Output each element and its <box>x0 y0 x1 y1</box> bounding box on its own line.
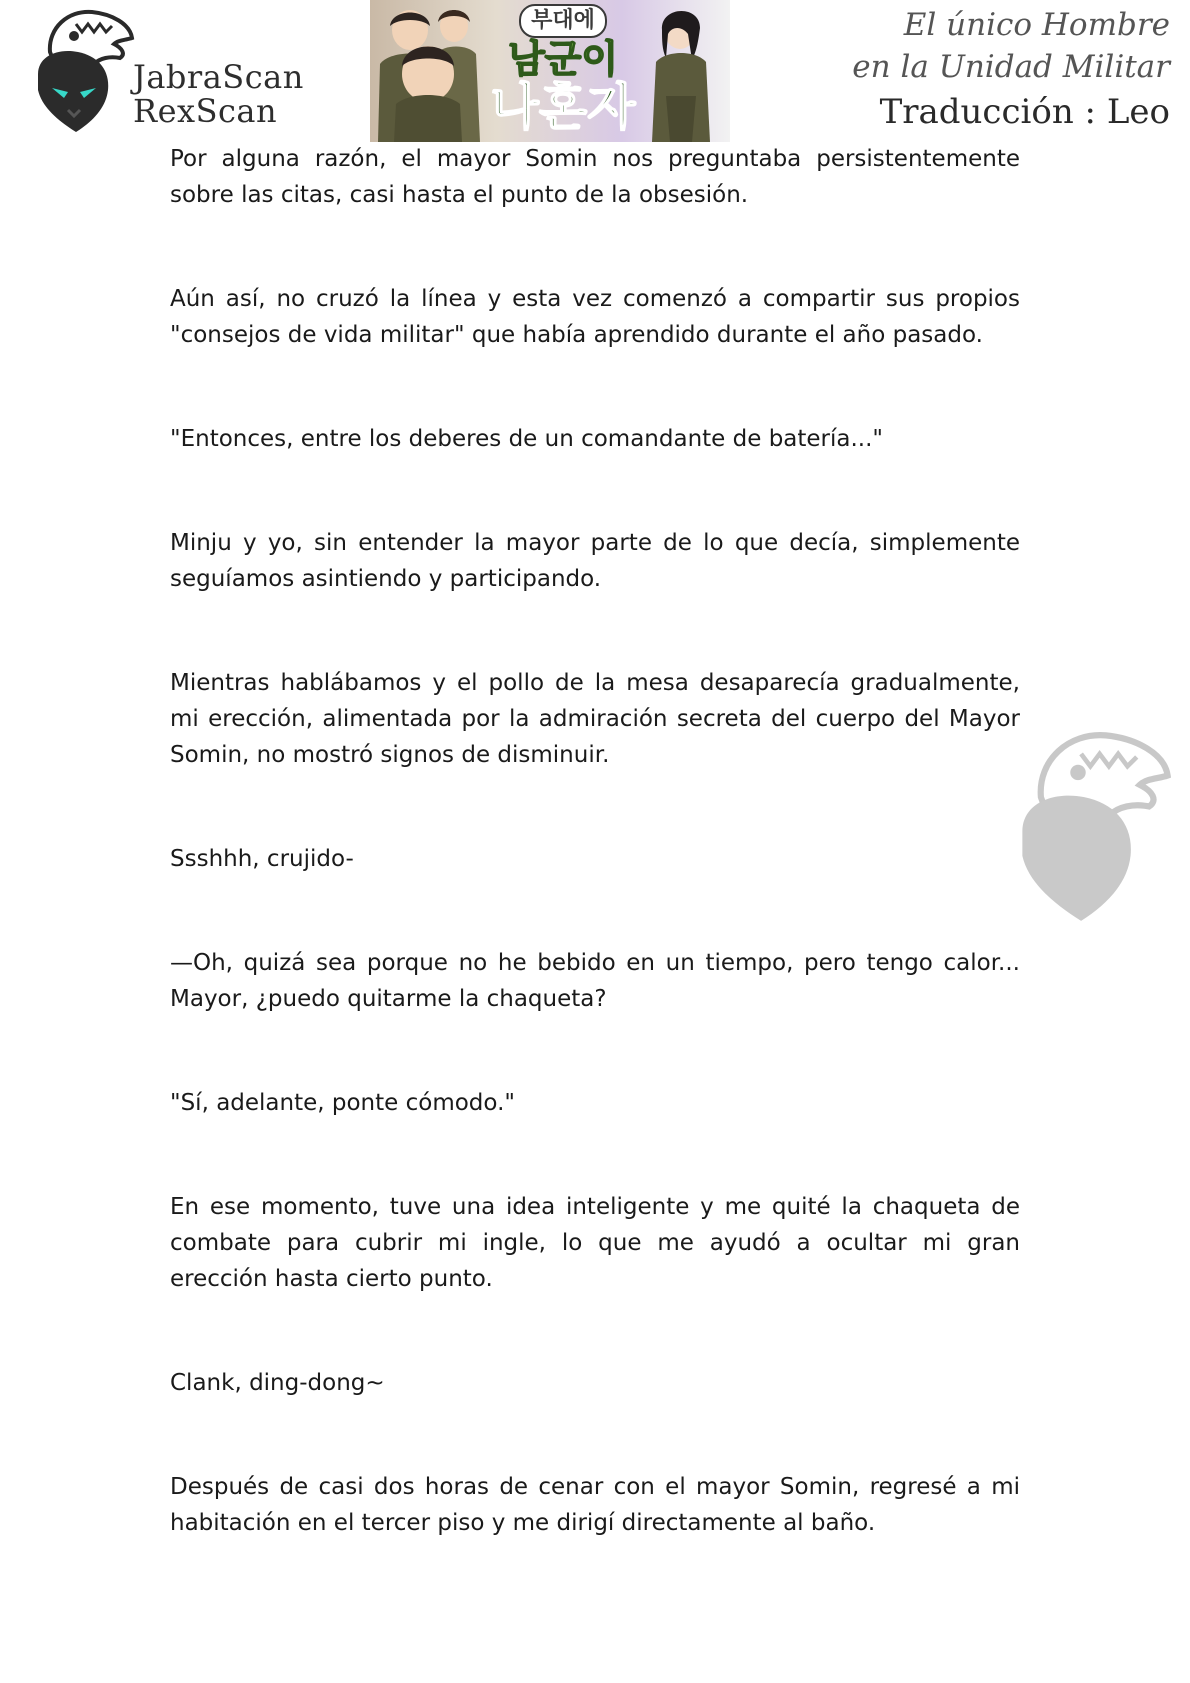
paragraph: Ssshhh, crujido- <box>170 846 354 872</box>
translation-credit: Traducción : Leo <box>879 92 1170 132</box>
scan-group-logo <box>133 60 304 128</box>
cover-title <box>478 4 648 134</box>
paragraph: En ese momento, tuve una idea inteligente y me quité la chaqueta de combate para cubrir mi ingle, lo que me ayudó a ocultar mi gran erección hasta cierto punto. <box>170 1194 1020 1292</box>
dinosaur-skull-mascot-icon <box>30 4 140 136</box>
paragraph: "Sí, adelante, ponte cómodo." <box>170 1090 515 1116</box>
series-title-line-1: El único Hombre <box>903 7 1170 43</box>
cover-title-line-1: 남군이 <box>507 37 619 81</box>
series-cover-art <box>370 0 730 142</box>
series-info <box>852 4 1170 136</box>
cover-title-line-2: 나혼자 <box>490 78 636 136</box>
logo-line-2: RexScan <box>133 92 278 130</box>
paragraph: Por alguna razón, el mayor Somin nos preguntaba persistentemente sobre las citas, casi hasta el punto de la obsesión. <box>170 146 1020 208</box>
paragraph: —Oh, quizá sea porque no he bebido en un tiempo, pero tengo calor... Mayor, ¿puedo quitarme la chaqueta? <box>170 950 1020 1012</box>
series-title-line-2: en la Unidad Militar <box>852 49 1170 85</box>
dinosaur-mascot-watermark-icon <box>1010 720 1180 930</box>
paragraph: Mientras hablábamos y el pollo de la mesa desaparecía gradualmente, mi erección, alimentada por la admiración secreta del cuerpo del Mayor Somin, no mostró signos de disminuir. <box>170 670 1020 768</box>
cover-badge: 부대에 <box>519 4 607 38</box>
document-body <box>170 141 1020 1541</box>
paragraph: Después de casi dos horas de cenar con el mayor Somin, regresé a mi habitación en el tercer piso y me dirigí directamente al baño. <box>170 1474 1020 1536</box>
logo-line-1: JabraScan <box>133 58 304 96</box>
page-header <box>0 0 1190 145</box>
paragraph: Aún así, no cruzó la línea y esta vez comenzó a compartir sus propios "consejos de vida militar" que había aprendido durante el año pasado. <box>170 286 1020 348</box>
paragraph: Minju y yo, sin entender la mayor parte de lo que decía, simplemente seguíamos asintiendo y participando. <box>170 530 1020 592</box>
paragraph: Clank, ding-dong~ <box>170 1370 385 1396</box>
paragraph: "Entonces, entre los deberes de un comandante de batería..." <box>170 426 884 452</box>
